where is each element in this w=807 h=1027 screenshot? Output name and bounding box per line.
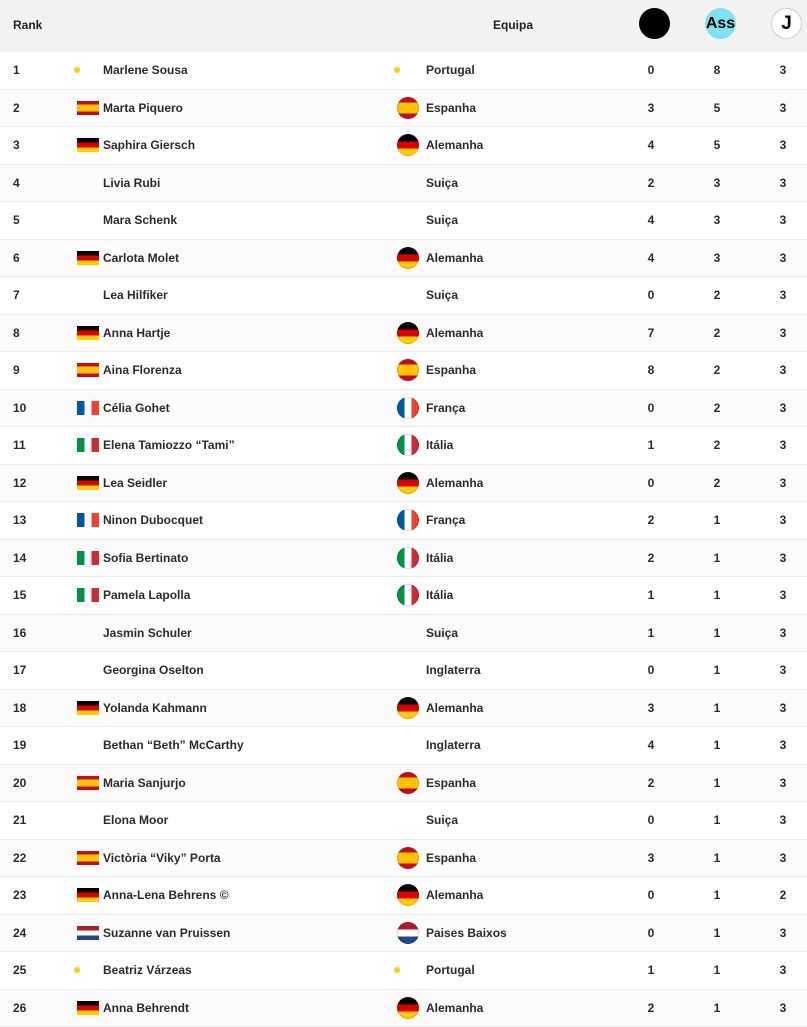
team-name[interactable]: Suiça	[426, 626, 458, 640]
player-name[interactable]: Anna-Lena Behrens ©	[103, 888, 229, 902]
goals-value: 0	[646, 888, 656, 902]
team-name[interactable]: Espanha	[426, 363, 476, 377]
rank-value: 17	[13, 663, 26, 677]
assists-value: 1	[712, 701, 722, 715]
player-name[interactable]: Sofia Bertinato	[103, 551, 188, 565]
germany-team-flag-icon	[397, 134, 419, 156]
games-value: 3	[778, 663, 788, 677]
table-row[interactable]	[0, 615, 807, 653]
rank-value: 8	[13, 326, 20, 340]
team-name[interactable]: Alemanha	[426, 1001, 483, 1015]
games-value: 3	[778, 851, 788, 865]
germany-flag-icon	[77, 138, 99, 152]
assists-value: 1	[712, 776, 722, 790]
goals-value: 7	[646, 326, 656, 340]
team-name[interactable]: Portugal	[426, 63, 475, 77]
rank-value: 6	[13, 251, 20, 265]
team-name[interactable]: Alemanha	[426, 138, 483, 152]
assists-value: 2	[712, 438, 722, 452]
table-row[interactable]	[0, 690, 807, 728]
rank-value: 5	[13, 213, 20, 227]
team-name[interactable]: Alemanha	[426, 251, 483, 265]
table-row[interactable]	[0, 352, 807, 390]
games-value: 3	[778, 326, 788, 340]
player-name[interactable]: Lea Seidler	[103, 476, 167, 490]
assists-value: 2	[712, 476, 722, 490]
assists-value: 1	[712, 813, 722, 827]
rank-value: 23	[13, 888, 26, 902]
italy-flag-icon	[77, 551, 99, 565]
games-value: 3	[778, 401, 788, 415]
germany-team-flag-icon	[397, 472, 419, 494]
games-value: 3	[778, 176, 788, 190]
team-name[interactable]: Espanha	[426, 101, 476, 115]
team-name[interactable]: Itália	[426, 588, 453, 602]
games-value: 3	[778, 513, 788, 527]
assists-value: 1	[712, 588, 722, 602]
rank-value: 4	[13, 176, 20, 190]
goals-value: 0	[646, 401, 656, 415]
goals-value: 0	[646, 63, 656, 77]
player-name[interactable]: Pamela Lapolla	[103, 588, 190, 602]
team-name[interactable]: Espanha	[426, 776, 476, 790]
table-row[interactable]	[0, 427, 807, 465]
table-row[interactable]	[0, 277, 807, 315]
games-value: 3	[778, 363, 788, 377]
assists-value: 3	[712, 213, 722, 227]
germany-team-flag-icon	[397, 697, 419, 719]
table-row[interactable]	[0, 315, 807, 353]
spain-team-flag-icon	[397, 772, 419, 794]
assists-value: 5	[712, 138, 722, 152]
games-value: 2	[778, 888, 788, 902]
table-row[interactable]	[0, 127, 807, 165]
games-value: 3	[778, 476, 788, 490]
games-value: 3	[778, 963, 788, 977]
assists-value: 3	[712, 176, 722, 190]
rank-value: 24	[13, 926, 26, 940]
table-row[interactable]	[0, 465, 807, 503]
assists-value: 2	[712, 288, 722, 302]
table-row[interactable]	[0, 727, 807, 765]
goals-value: 0	[646, 476, 656, 490]
goals-value: 1	[646, 438, 656, 452]
germany-team-flag-icon	[397, 884, 419, 906]
games-value: 3	[778, 701, 788, 715]
france-flag-icon	[77, 513, 99, 527]
rank-value: 18	[13, 701, 26, 715]
player-name[interactable]: Elena Tamiozzo “Tami”	[103, 438, 235, 452]
france-flag-icon	[77, 401, 99, 415]
assists-value: 2	[712, 401, 722, 415]
rank-value: 14	[13, 551, 26, 565]
germany-team-flag-icon	[397, 247, 419, 269]
goals-value: 8	[646, 363, 656, 377]
rank-value: 25	[13, 963, 26, 977]
italy-team-flag-icon	[397, 434, 419, 456]
team-name[interactable]: França	[426, 513, 465, 527]
italy-flag-icon	[77, 438, 99, 452]
rank-value: 3	[13, 138, 20, 152]
team-name[interactable]: Inglaterra	[426, 663, 481, 677]
goals-value: 1	[646, 588, 656, 602]
player-name[interactable]: Elona Moor	[103, 813, 168, 827]
player-name[interactable]: Livia Rubi	[103, 176, 160, 190]
germany-flag-icon	[77, 701, 99, 715]
games-value: 3	[778, 63, 788, 77]
table-body	[0, 52, 807, 1027]
games-value: 3	[778, 138, 788, 152]
goals-ball-icon[interactable]	[639, 8, 670, 39]
team-name[interactable]: Inglaterra	[426, 738, 481, 752]
goals-value: 4	[646, 251, 656, 265]
player-name[interactable]: Ninon Dubocquet	[103, 513, 203, 527]
goals-value: 4	[646, 738, 656, 752]
player-name[interactable]: Saphira Giersch	[103, 138, 195, 152]
goals-value: 0	[646, 288, 656, 302]
team-name[interactable]: Suiça	[426, 213, 458, 227]
player-name[interactable]: Bethan “Beth” McCarthy	[103, 738, 244, 752]
assists-value: 1	[712, 663, 722, 677]
rank-value: 9	[13, 363, 20, 377]
germany-flag-icon	[77, 326, 99, 340]
player-name[interactable]: Marlene Sousa	[103, 63, 188, 77]
goals-value: 2	[646, 176, 656, 190]
table-row[interactable]	[0, 540, 807, 578]
rank-value: 7	[13, 288, 20, 302]
rank-value: 19	[13, 738, 26, 752]
goals-value: 2	[646, 776, 656, 790]
rank-value: 2	[13, 101, 20, 115]
spain-team-flag-icon	[397, 359, 419, 381]
rank-value: 10	[13, 401, 26, 415]
team-header[interactable]: Equipa	[493, 18, 533, 32]
goals-value: 3	[646, 851, 656, 865]
table-row[interactable]	[0, 877, 807, 915]
goals-value: 3	[646, 701, 656, 715]
team-name[interactable]: Alemanha	[426, 701, 483, 715]
rank-value: 16	[13, 626, 26, 640]
goals-value: 4	[646, 213, 656, 227]
rank-value: 26	[13, 1001, 26, 1015]
player-name[interactable]: Anna Hartje	[103, 326, 170, 340]
france-team-flag-icon	[397, 397, 419, 419]
table-row[interactable]	[0, 652, 807, 690]
player-name[interactable]: Lea Hilfiker	[103, 288, 168, 302]
italy-team-flag-icon	[397, 547, 419, 569]
player-name[interactable]: Marta Piquero	[103, 101, 183, 115]
germany-team-flag-icon	[397, 997, 419, 1019]
games-value: 3	[778, 251, 788, 265]
france-team-flag-icon	[397, 509, 419, 531]
assists-value: 5	[712, 101, 722, 115]
team-name[interactable]: Paises Baixos	[426, 926, 507, 940]
germany-flag-icon	[77, 476, 99, 490]
goals-value: 2	[646, 551, 656, 565]
player-name[interactable]: Victòria “Viky” Porta	[103, 851, 221, 865]
player-name[interactable]: Aina Florenza	[103, 363, 182, 377]
spain-team-flag-icon	[397, 847, 419, 869]
games-value: 3	[778, 1001, 788, 1015]
team-name[interactable]: Suiça	[426, 813, 458, 827]
italy-team-flag-icon	[397, 584, 419, 606]
games-value: 3	[778, 213, 788, 227]
table-row[interactable]	[0, 915, 807, 953]
goals-value: 2	[646, 1001, 656, 1015]
player-name[interactable]: Anna Behrendt	[103, 1001, 189, 1015]
assists-value: 1	[712, 888, 722, 902]
rank-value: 1	[13, 63, 20, 77]
player-name[interactable]: Suzanne van Pruissen	[103, 926, 230, 940]
spain-flag-icon	[77, 776, 99, 790]
netherlands-team-flag-icon	[397, 922, 419, 944]
spain-flag-icon	[77, 851, 99, 865]
goals-value: 2	[646, 513, 656, 527]
rank-value: 20	[13, 776, 26, 790]
games-value: 3	[778, 288, 788, 302]
goals-value: 0	[646, 663, 656, 677]
player-name[interactable]: Maria Sanjurjo	[103, 776, 186, 790]
table-row[interactable]	[0, 240, 807, 278]
germany-flag-icon	[77, 1001, 99, 1015]
team-name[interactable]: Itália	[426, 551, 453, 565]
rank-header[interactable]: Rank	[13, 18, 42, 32]
assists-value: 2	[712, 326, 722, 340]
rank-value: 12	[13, 476, 26, 490]
table-row[interactable]	[0, 765, 807, 803]
games-value: 3	[778, 813, 788, 827]
germany-flag-icon	[77, 251, 99, 265]
spain-flag-icon	[77, 101, 99, 115]
team-name[interactable]: Suiça	[426, 176, 458, 190]
player-name[interactable]: Jasmin Schuler	[103, 626, 192, 640]
games-value: 3	[778, 551, 788, 565]
table-row[interactable]	[0, 502, 807, 540]
team-name[interactable]: Portugal	[426, 963, 475, 977]
player-name[interactable]: Beatriz Várzeas	[103, 963, 192, 977]
table-row[interactable]	[0, 165, 807, 203]
table-row[interactable]	[0, 577, 807, 615]
games-value: 3	[778, 626, 788, 640]
rank-value: 21	[13, 813, 26, 827]
table-row[interactable]	[0, 202, 807, 240]
germany-team-flag-icon	[397, 322, 419, 344]
table-row[interactable]	[0, 802, 807, 840]
assists-value: 8	[712, 63, 722, 77]
assists-value: 1	[712, 513, 722, 527]
rank-value: 11	[13, 438, 26, 452]
games-value: 3	[778, 738, 788, 752]
team-name[interactable]: Espanha	[426, 851, 476, 865]
table-row[interactable]	[0, 90, 807, 128]
spain-flag-icon	[77, 363, 99, 377]
germany-flag-icon	[77, 888, 99, 902]
spain-team-flag-icon	[397, 97, 419, 119]
table-row[interactable]	[0, 390, 807, 428]
table-row[interactable]	[0, 840, 807, 878]
assists-value: 1	[712, 963, 722, 977]
games-value: 3	[778, 926, 788, 940]
assists-value: 3	[712, 251, 722, 265]
table-row[interactable]	[0, 52, 807, 90]
goals-value: 0	[646, 926, 656, 940]
assists-header[interactable]: Ass	[705, 8, 736, 39]
games-value: 3	[778, 776, 788, 790]
player-name[interactable]: Mara Schenk	[103, 213, 177, 227]
table-row[interactable]	[0, 990, 807, 1027]
rank-value: 15	[13, 588, 26, 602]
rank-value: 13	[13, 513, 26, 527]
goals-value: 0	[646, 813, 656, 827]
netherlands-flag-icon	[77, 926, 99, 940]
team-name[interactable]: Itália	[426, 438, 453, 452]
assists-value: 1	[712, 926, 722, 940]
player-name[interactable]: Carlota Molet	[103, 251, 179, 265]
assists-value: 1	[712, 626, 722, 640]
games-header[interactable]: J	[771, 8, 802, 39]
goals-value: 1	[646, 963, 656, 977]
games-value: 3	[778, 438, 788, 452]
rank-value: 22	[13, 851, 26, 865]
assists-value: 2	[712, 363, 722, 377]
assists-value: 1	[712, 1001, 722, 1015]
assists-value: 1	[712, 738, 722, 752]
games-value: 3	[778, 101, 788, 115]
player-name[interactable]: Célia Gohet	[103, 401, 170, 415]
goals-value: 1	[646, 626, 656, 640]
goals-value: 4	[646, 138, 656, 152]
team-name[interactable]: Alemanha	[426, 888, 483, 902]
player-name[interactable]: Yolanda Kahmann	[103, 701, 207, 715]
italy-flag-icon	[77, 588, 99, 602]
goals-value: 3	[646, 101, 656, 115]
team-name[interactable]: Suiça	[426, 288, 458, 302]
player-name[interactable]: Georgina Oselton	[103, 663, 204, 677]
table-row[interactable]	[0, 952, 807, 990]
team-name[interactable]: França	[426, 401, 465, 415]
assists-value: 1	[712, 551, 722, 565]
team-name[interactable]: Alemanha	[426, 326, 483, 340]
table-header	[0, 0, 807, 52]
team-name[interactable]: Alemanha	[426, 476, 483, 490]
assists-value: 1	[712, 851, 722, 865]
games-value: 3	[778, 588, 788, 602]
